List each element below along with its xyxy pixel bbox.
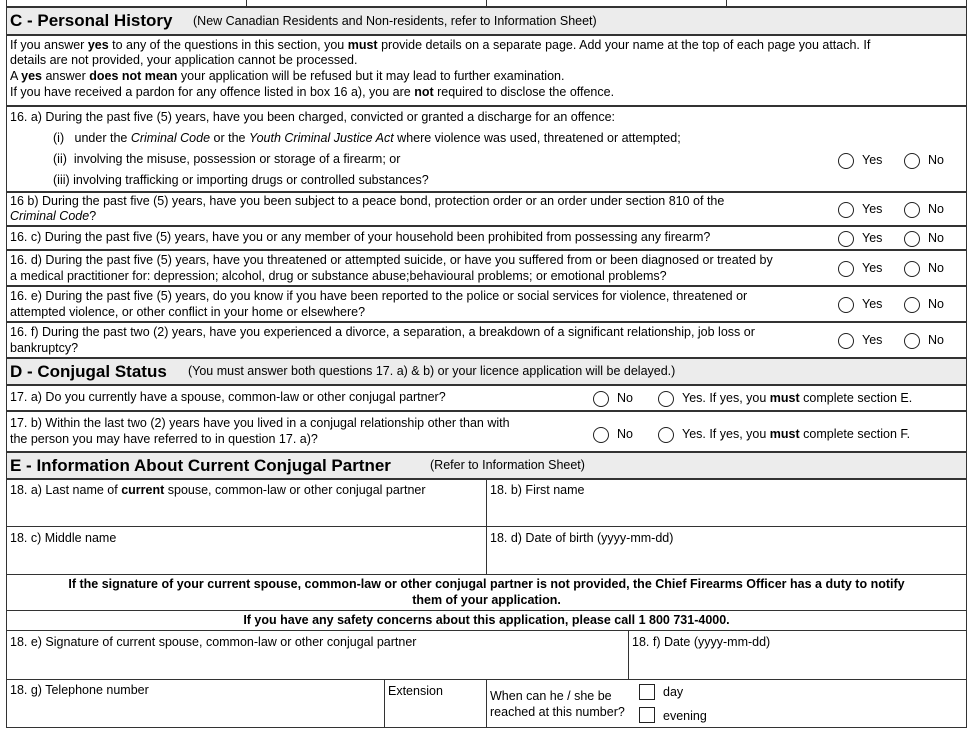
q16e-yes-label: Yes — [862, 297, 883, 311]
section-e-header — [6, 452, 967, 479]
reach-line-2: reached at this number? — [490, 705, 625, 719]
q16b-no-label: No — [928, 202, 944, 216]
q16f-yes-radio[interactable] — [838, 333, 854, 349]
intro-line-3: A yes answer does not mean your application will be refused but it may lead to further examination. — [10, 69, 565, 83]
q16c-yes-label: Yes — [862, 231, 883, 245]
question-16e — [6, 286, 967, 322]
q17b-line-2: the person you may have referred to in question 17. a)? — [10, 432, 318, 446]
q16b-no-radio[interactable] — [904, 202, 920, 218]
q17b-no-radio[interactable] — [593, 427, 609, 443]
q16e-no-radio[interactable] — [904, 297, 920, 313]
q16a-item-iii: (iii) involving trafficking or importing drugs or controlled substances? — [53, 173, 429, 187]
safety-line: If you have any safety concerns about this application, please call 1 800 731-4000. — [243, 613, 730, 627]
q16a-text: 16. a) During the past five (5) years, have you been charged, convicted or granted a discharge for an offence: — [10, 110, 615, 124]
question-16a — [6, 106, 967, 192]
field-18b-first-name[interactable] — [486, 479, 967, 527]
q16f-yes-label: Yes — [862, 333, 883, 347]
question-16c — [6, 226, 967, 250]
application-form — [6, 0, 967, 728]
q17a-yes-label: Yes. If yes, you must complete section E. — [682, 391, 913, 405]
f18c-label: 18. c) Middle name — [10, 531, 117, 545]
q17b-yes-radio[interactable] — [658, 427, 674, 443]
q16d-yes-label: Yes — [862, 261, 883, 275]
q16f-line-2: bankruptcy? — [10, 341, 79, 355]
q16d-line-1: 16. d) During the past five (5) years, have you threatened or attempted suicide, or have you suffered from or been diagnosed or treated by — [10, 253, 773, 267]
q16b-line-1: 16 b) During the past five (5) years, have you been subject to a peace bond, protection order or an order under section 810 of the — [10, 194, 725, 208]
day-label: day — [663, 685, 684, 699]
section-d-title: D - Conjugal Status — [10, 362, 167, 381]
day-checkbox[interactable] — [639, 684, 655, 700]
q16c-yes-radio[interactable] — [838, 231, 854, 247]
q16a-no-radio[interactable] — [904, 153, 920, 169]
section-c-subtitle: (New Canadian Residents and Non-residents, refer to Information Sheet) — [193, 14, 597, 28]
field-18c-middle-name[interactable] — [6, 526, 487, 575]
q16b-yes-label: Yes — [862, 202, 883, 216]
f18b-label: 18. b) First name — [490, 483, 585, 497]
q16a-yes-radio[interactable] — [838, 153, 854, 169]
field-18d-date-of-birth[interactable] — [486, 526, 967, 575]
section-e-title: E - Information About Current Conjugal Partner — [10, 456, 391, 475]
q16b-yes-radio[interactable] — [838, 202, 854, 218]
q16e-no-label: No — [928, 297, 944, 311]
q17a-no-label: No — [617, 391, 633, 405]
q16a-yes-label: Yes — [862, 153, 883, 167]
notice-line-1: If the signature of your current spouse, common-law or other conjugal partner is not provided, the Chief Firearms Officer has a duty to notify — [68, 577, 905, 591]
evening-checkbox[interactable] — [639, 707, 655, 723]
q16a-item-i: (i) under the Criminal Code or the Youth Criminal Justice Act where violence was used, threatened or attempted; — [53, 131, 681, 145]
q16f-no-label: No — [928, 333, 944, 347]
q17a-yes-radio[interactable] — [658, 391, 674, 407]
question-17b — [6, 411, 967, 452]
section-e-subtitle: (Refer to Information Sheet) — [430, 458, 585, 472]
field-18a-last-name[interactable] — [6, 479, 487, 527]
signature-notice — [6, 574, 967, 611]
question-16f — [6, 322, 967, 358]
reach-time-box — [486, 679, 967, 728]
q16e-yes-radio[interactable] — [838, 297, 854, 313]
f18f-label: 18. f) Date (yyyy-mm-dd) — [632, 635, 771, 649]
q17a-no-radio[interactable] — [593, 391, 609, 407]
safety-notice — [6, 610, 967, 631]
q16d-no-radio[interactable] — [904, 261, 920, 277]
q16d-yes-radio[interactable] — [838, 261, 854, 277]
q16e-line-1: 16. e) During the past five (5) years, do you know if you have been reported to the police or social services for violence, threatened or — [10, 289, 748, 303]
question-17a — [6, 385, 967, 411]
q16c-text: 16. c) During the past five (5) years, have you or any member of your household been prohibited from possessing any firearm? — [10, 230, 711, 244]
field-18e-signature[interactable] — [6, 630, 629, 680]
q17a-text: 17. a) Do you currently have a spouse, common-law or other conjugal partner? — [10, 390, 446, 404]
section-c-intro — [6, 35, 967, 106]
evening-label: evening — [663, 709, 707, 723]
q16f-no-radio[interactable] — [904, 333, 920, 349]
field-18f-date[interactable] — [628, 630, 967, 680]
q16c-no-label: No — [928, 231, 944, 245]
q17b-line-1: 17. b) Within the last two (2) years have you lived in a conjugal relationship other than with — [10, 416, 510, 430]
f18e-label: 18. e) Signature of current spouse, common-law or other conjugal partner — [10, 635, 417, 649]
q17b-no-label: No — [617, 427, 633, 441]
f18g-label: 18. g) Telephone number — [10, 683, 149, 697]
section-c-header — [6, 7, 967, 35]
section-c-title: C - Personal History — [10, 11, 173, 30]
q16d-line-2: a medical practitioner for: depression; alcohol, drug or substance abuse;behavioural problems; or emotional problems? — [10, 269, 667, 283]
extension-label: Extension — [388, 684, 443, 698]
q17b-yes-label: Yes. If yes, you must complete section F. — [682, 427, 911, 441]
section-d-header — [6, 358, 967, 385]
question-16d — [6, 250, 967, 286]
q16c-no-radio[interactable] — [904, 231, 920, 247]
q16a-item-ii: (ii) involving the misuse, possession or storage of a firearm; or — [53, 152, 401, 166]
f18d-label: 18. d) Date of birth (yyyy-mm-dd) — [490, 531, 674, 545]
reach-line-1: When can he / she be — [490, 689, 612, 703]
q16a-no-label: No — [928, 153, 944, 167]
intro-line-1: If you answer yes to any of the questions in this section, you must provide details on a separate page. Add your name at the top of each page you attach. If — [10, 38, 871, 52]
f18a-label: 18. a) Last name of current spouse, common-law or other conjugal partner — [10, 483, 426, 497]
notice-line-2: them of your application. — [412, 593, 561, 607]
intro-line-2: details are not provided, your application cannot be processed. — [10, 53, 358, 67]
q16f-line-1: 16. f) During the past two (2) years, have you experienced a divorce, a separation, a breakdown of a significant relationship, job loss or — [10, 325, 755, 339]
question-16b — [6, 192, 967, 226]
section-d-subtitle: (You must answer both questions 17. a) & b) or your licence application will be delayed.) — [188, 364, 676, 378]
field-extension[interactable] — [384, 679, 487, 728]
field-18g-telephone[interactable] — [6, 679, 385, 728]
q16b-line-2: Criminal Code? — [10, 209, 97, 223]
intro-line-4: If you have received a pardon for any offence listed in box 16 a), you are not required to disclose the offence. — [10, 85, 615, 99]
q16d-no-label: No — [928, 261, 944, 275]
q16e-line-2: attempted violence, or other conflict in your home or elsewhere? — [10, 305, 366, 319]
